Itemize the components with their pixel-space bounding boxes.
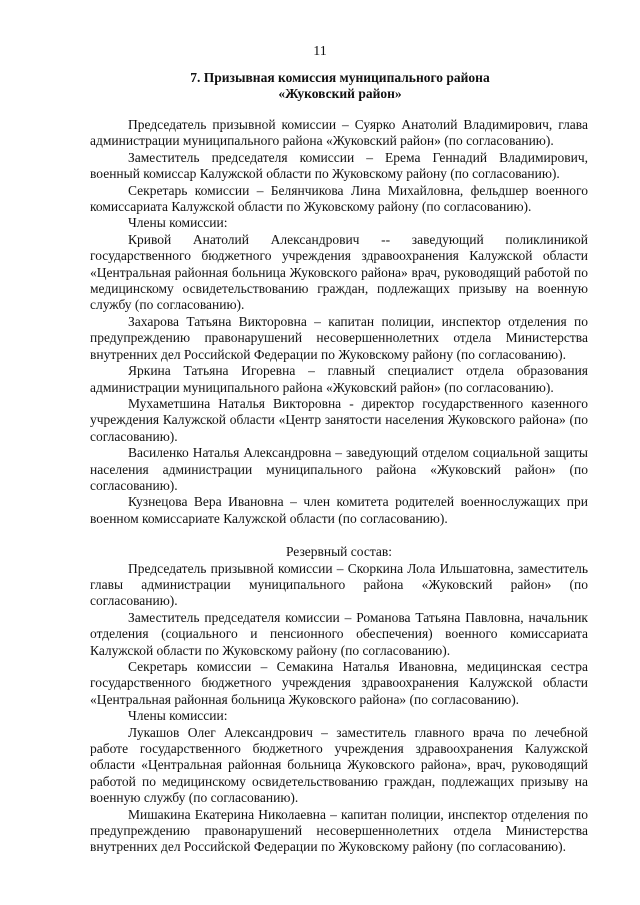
document-body: [90, 117, 588, 856]
paragraph-member: Кузнецова Вера Ивановна – член комитета родителей военнослужащих при военном комиссариате Калужской области (по согласованию).: [90, 494, 588, 526]
paragraph-member: Кривой Анатолий Александрович -- заведующий поликлиникой государственного бюджетного учреждения здравоохранения Калужской области «Центральная районная больница Жуковского района» врач, руководящий работой по медицинскому освидетельствованию граждан, подлежащих призыву на военную службу (по согласованию).: [90, 231, 588, 313]
paragraph-member: Мухаметшина Наталья Викторовна - директор государственного казенного учреждения Калужской области «Центр занятости населения Жуковского района» (по согласованию).: [90, 395, 588, 444]
paragraph-member: Василенко Наталья Александровна – заведующий отделом социальной защиты населения администрации муниципального района «Жуковский район» (по согласованию).: [90, 445, 588, 493]
page-number: 11: [313, 44, 327, 59]
paragraph-secretary: Секретарь комиссии – Белянчикова Лина Михайловна, фельдшер военного комиссариата Калужской области по Жуковскому району (по согласованию).: [90, 182, 588, 215]
heading-line-2: «Жуковский район»: [278, 86, 402, 101]
paragraph-members-label: Члены комиссии:: [128, 215, 228, 231]
paragraph-reserve-member: Лукашов Олег Александрович – заместитель главного врача по лечебной работе государственного бюджетного учреждения здравоохранения Калужской области «Центральная районная больница Жуковского района», врач, руководящий работой по медицинскому освидетельствованию граждан, подлежащих призыву на военную службу (по согласованию).: [90, 724, 588, 806]
paragraph-member: Яркина Татьяна Игоревна – главный специалист отдела образования администрации муниципального района «Жуковский район» (по согласованию).: [90, 363, 588, 395]
paragraph-member: Захарова Татьяна Викторовна – капитан полиции, инспектор отделения по предупреждению правонарушений несовершеннолетних отдела Министерства внутренних дел Российской Федерации по Жуковскому району (по согласованию).: [90, 313, 588, 362]
paragraph-reserve-secretary: Секретарь комиссии – Семакина Наталья Ивановна, медицинская сестра государственного бюджетного учреждения здравоохранения Калужской области «Центральная районная больница Жуковского района» (по согласованию).: [90, 659, 588, 707]
section-heading: [90, 70, 590, 102]
paragraph-reserve-members-label: Члены комиссии:: [128, 708, 228, 724]
paragraph-reserve-deputy-chairman: Заместитель председателя комиссии – Романова Татьяна Павловна, начальник отделения (социального и пенсионного обеспечения) военного комиссариата Калужской области по Жуковскому району (по согласованию).: [90, 609, 588, 658]
heading-line-1: 7. Призывная комиссия муниципального района: [190, 70, 490, 85]
paragraph-chairman: Председатель призывной комиссии – Суярко Анатолий Владимирович, глава администрации муниципального района «Жуковский район» (по согласованию).: [90, 117, 588, 149]
paragraph-reserve-member: Мишакина Екатерина Николаевна – капитан полиции, инспектор отделения по предупреждению правонарушений несовершеннолетних отдела Министерства внутренних дел Российской Федерации по Жуковскому району (по согласованию).: [90, 806, 588, 855]
paragraph-deputy-chairman: Заместитель председателя комиссии – Ерема Геннадий Владимирович, военный комиссар Калужской области по Жуковскому району (по согласованию).: [90, 149, 588, 182]
reserve-section-title: Резервный состав:: [285, 544, 393, 560]
paragraph-reserve-chairman: Председатель призывной комиссии – Скоркина Лола Ильшатовна, заместитель главы администрации муниципального района «Жуковский район» (по согласованию).: [90, 560, 588, 609]
